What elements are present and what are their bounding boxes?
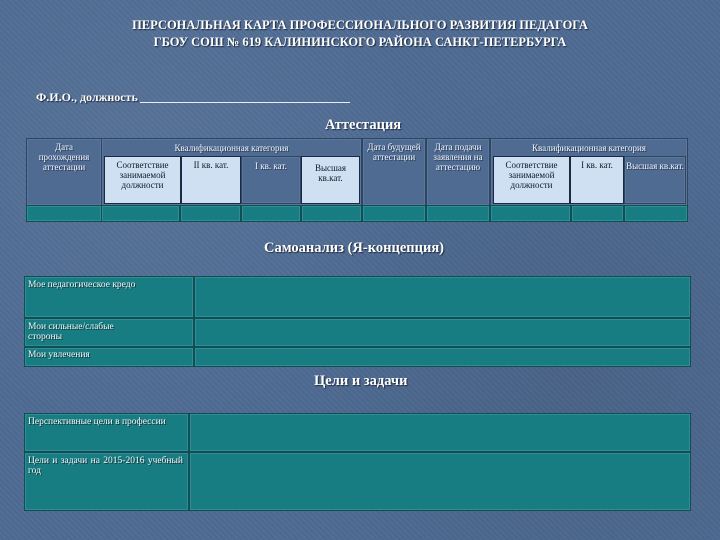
cell-date-passed: Дата прохождения аттестации [26, 138, 102, 206]
data-cell-3[interactable] [180, 205, 241, 222]
goals-year-input[interactable] [189, 452, 691, 511]
self-hobbies-input[interactable] [194, 347, 691, 367]
goals-year-label-cell: Цели и задачи на 2015-2016 учебный год [24, 452, 189, 511]
data-cell-6[interactable] [362, 205, 426, 222]
goals-perspective-label-cell: Перспективные цели в профессии [24, 413, 189, 452]
self-hobbies-label-cell: Мои увлечения [24, 347, 194, 367]
self-credo-input[interactable] [194, 276, 691, 318]
data-cell-4[interactable] [241, 205, 301, 222]
data-cell-8[interactable] [490, 205, 571, 222]
page-title-line2: ГБОУ СОШ № 619 КАЛИНИНСКОГО РАЙОНА САНКТ-ПЕТЕРБУРГА [153, 35, 567, 49]
cell-date-future: Дата будущей аттестации [362, 138, 426, 206]
fio-field [36, 90, 350, 105]
data-cell-9[interactable] [571, 205, 624, 222]
section-attestation-title: Аттестация [325, 117, 402, 133]
data-cell-7[interactable] [426, 205, 490, 222]
cell-sub-1kat: I кв. кат. [241, 156, 301, 204]
data-cell-10[interactable] [624, 205, 688, 222]
self-strengths-label-cell: Мои сильные/слабые стороны [24, 318, 194, 347]
cell-date-submit: Дата подачи заявления на аттестацию [426, 138, 490, 206]
cell-sub-higher-2: Высшая кв.кат. [624, 156, 686, 204]
cell-sub-match-2: Соответствие занимаемой должности [493, 156, 570, 204]
cell-sub-2kat: II кв. кат. [181, 156, 241, 204]
section-self-title: Самоанализ (Я-концепция) [264, 240, 445, 256]
fio-blank-line [140, 102, 350, 103]
cell-qual-category-2: Квалификационная категория [490, 138, 688, 206]
data-cell-2[interactable] [101, 205, 180, 222]
data-cell-5[interactable] [301, 205, 362, 222]
cell-sub-match: Соответствие занимаемой должности [104, 156, 181, 204]
page-title-line1: ПЕРСОНАЛЬНАЯ КАРТА ПРОФЕССИОНАЛЬНОГО РАЗВИТИЯ ПЕДАГОГА [132, 18, 588, 32]
section-goals-title: Цели и задачи [314, 373, 408, 389]
self-credo-label-cell: Мое педагогическое кредо [24, 276, 194, 318]
fio-label: Ф.И.О., должность [36, 90, 138, 104]
cell-sub-higher: Высшая кв.кат. [301, 156, 360, 204]
cell-sub-1kat-2: I кв. кат. [570, 156, 624, 204]
cell-qual-category: Квалификационная категория [101, 138, 362, 206]
self-strengths-input[interactable] [194, 318, 691, 347]
goals-perspective-input[interactable] [189, 413, 691, 452]
data-cell-1[interactable] [26, 205, 102, 222]
